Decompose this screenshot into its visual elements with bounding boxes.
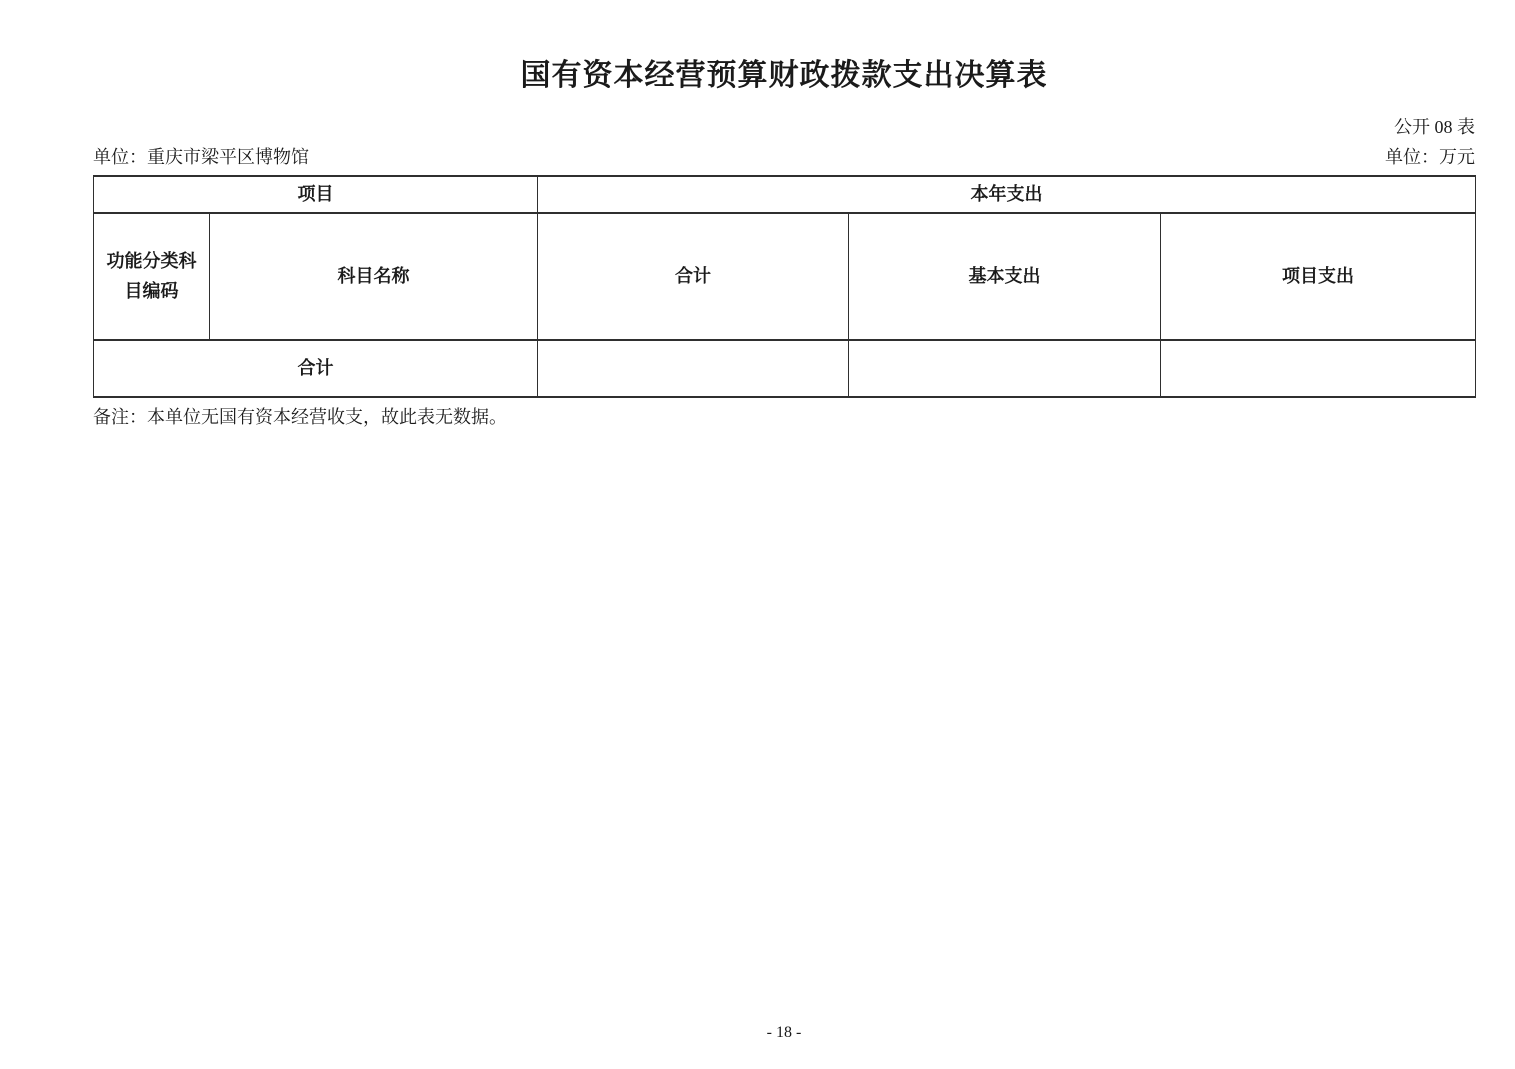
page-number: - 18 - — [766, 1024, 802, 1041]
table-row-total — [94, 340, 1476, 397]
header-project-group: 项目 — [94, 176, 538, 213]
header-basic-expenditure: 基本支出 — [849, 213, 1161, 340]
unit-name-label: 单位：重庆市梁平区博物馆 — [93, 147, 309, 167]
header-function-code: 功能分类科目编码 — [94, 213, 210, 340]
header-total: 合计 — [538, 213, 849, 340]
units-row — [93, 144, 1475, 170]
project-value-cell — [1161, 340, 1476, 397]
budget-table — [93, 175, 1476, 398]
page-content — [93, 0, 1475, 429]
header-project-expenditure: 项目支出 — [1161, 213, 1476, 340]
currency-unit-label: 单位：万元 — [1385, 147, 1475, 167]
total-value-cell — [538, 340, 849, 397]
note-text: 备注：本单位无国有资本经营收支，故此表无数据。 — [93, 407, 507, 427]
form-code-label: 公开 08 表 — [1394, 117, 1475, 137]
header-current-year-group: 本年支出 — [538, 176, 1476, 213]
basic-value-cell — [849, 340, 1161, 397]
table-group-header-row — [94, 176, 1476, 213]
page-title: 国有资本经营预算财政拨款支出决算表 — [520, 59, 1048, 92]
total-row-label: 合计 — [94, 340, 538, 397]
table-column-header-row — [94, 213, 1476, 340]
header-subject-name: 科目名称 — [210, 213, 538, 340]
